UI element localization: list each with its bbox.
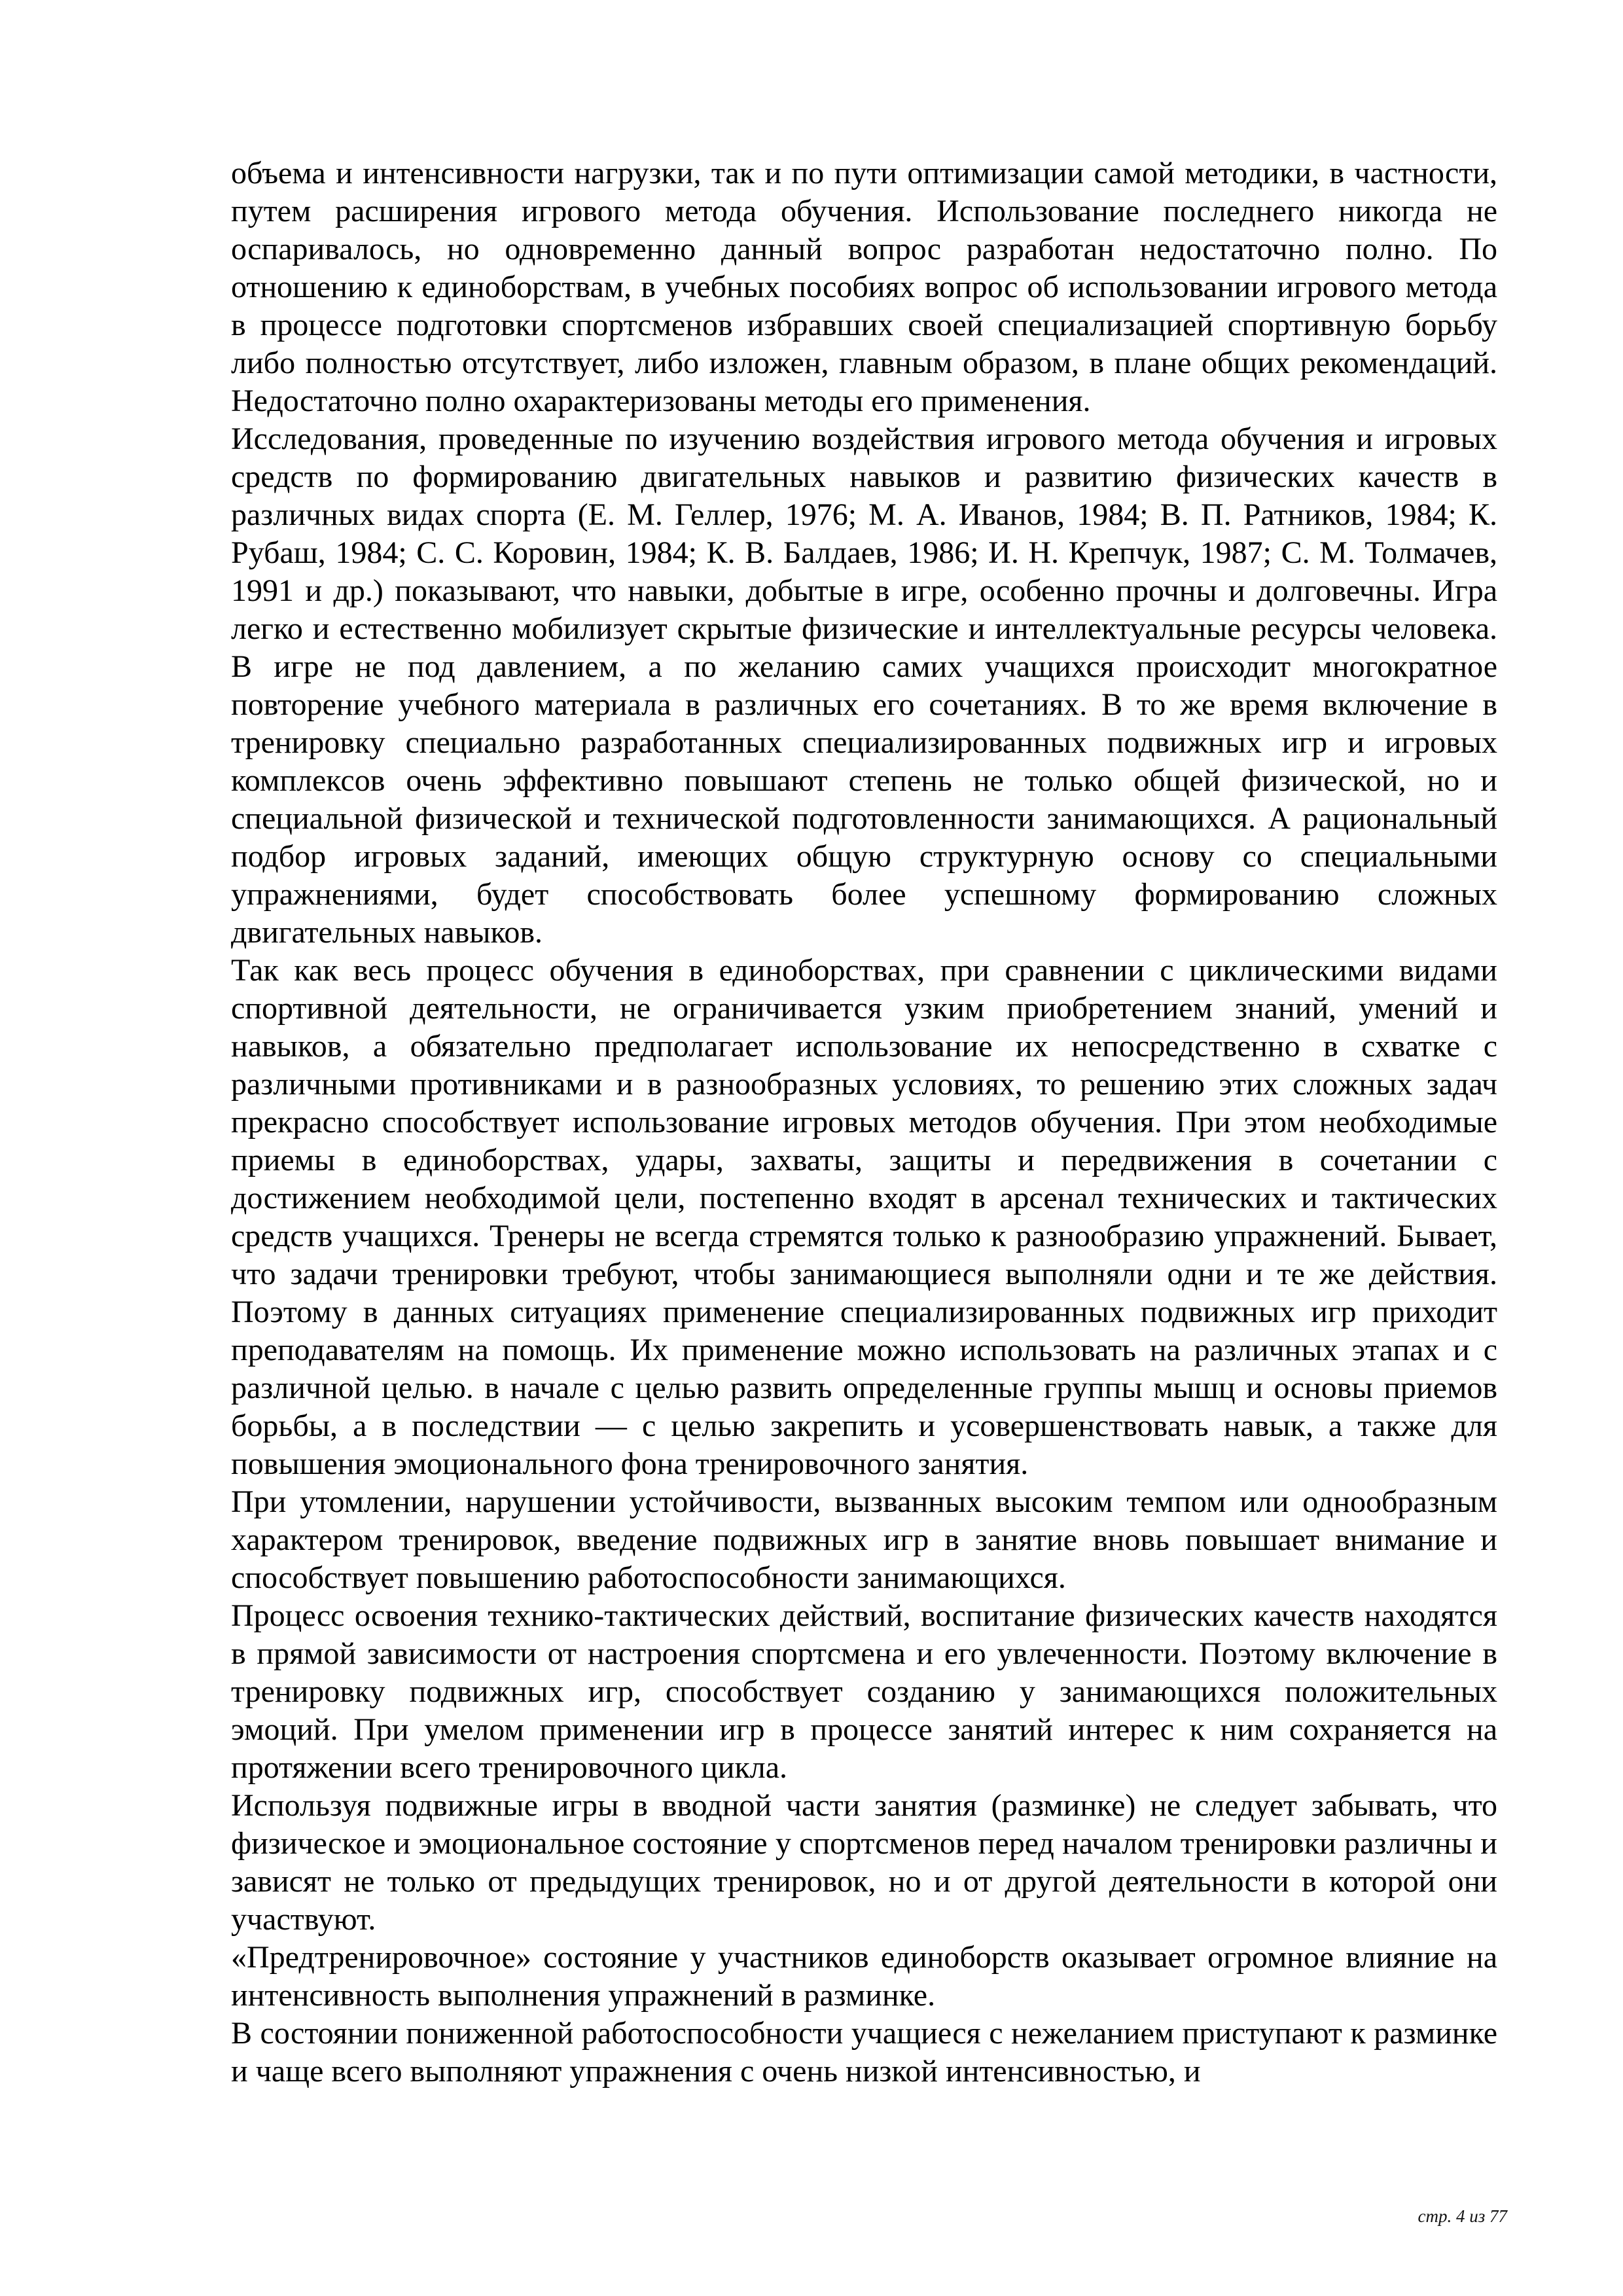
paragraph-2: Исследования, проведенные по изучению воздействия игрового метода обучения и игровых средств по формированию двигательных навыков и развитию физических качеств в различных видах спорта (Е. М. Геллер, 1976; М. А. Иванов, 1984; В. П. Ратников, 1984; К. Рубаш, 1984; С. С. Коровин, 1984; К. В. Балдаев, 1986; И. Н. Крепчук, 1987; С. М. Толмачев, 1991 и др.) показывают, что навыки, добытые в игре, особенно прочны и долговечны. Игра легко и естественно мобилизует скрытые физические и интеллектуальные ресурсы человека. В игре не под давлением, а по желанию самих учащихся происходит многократное повторение учебного материала в различных его сочетаниях. В то же время включение в тренировку специально разработанных специализированных подвижных игр и игровых комплексов очень эффективно повышают степень не только общей физической, но и специальной физической и технической подготовленности занимающихся. А рациональный подбор игровых заданий, имеющих общую структурную основу со специальными упражнениями, будет способствовать более успешному формированию сложных двигательных навыков. [231, 422, 1497, 950]
paragraph-1: объема и интенсивности нагрузки, так и по пути оптимизации самой методики, в частности, путем расширения игрового метода обучения. Использование последнего никогда не оспаривалось, но одновременно данный вопрос разработан недостаточно полно. По отношению к единоборствам, в учебных пособиях вопрос об использовании игрового метода в процессе подготовки спортсменов избравших своей специализацией спортивную борьбу либо полностью отсутствует, либо изложен, главным образом, в плане общих рекомендаций. Недостаточно полно охарактеризованы методы его применения. [231, 156, 1497, 418]
page-number: стр. 4 из 77 [1418, 2206, 1507, 2226]
paragraph-4: При утомлении, нарушении устойчивости, вызванных высоким темпом или однообразным характером тренировок, введение подвижных игр в занятие вновь повышает внимание и способствует повышению работоспособности занимающихся. [231, 1484, 1497, 1595]
paragraph-3: Так как весь процесс обучения в единоборствах, при сравнении с циклическими видами спортивной деятельности, не ограничивается узким приобретением знаний, умений и навыков, а обязательно предполагает использование их непосредственно в схватке с различными противниками и в разнообразных условиях, то решению этих сложных задач прекрасно способствует использование игровых методов обучения. При этом необходимые приемы в единоборствах, удары, захваты, защиты и передвижения в сочетании с достижением необходимой цели, постепенно входят в арсенал технических и тактических средств учащихся. Тренеры не всегда стремятся только к разнообразию упражнений. Бывает, что задачи тренировки требуют, чтобы занимающиеся выполняли одни и те же действия. Поэтому в данных ситуациях применение специализированных подвижных игр приходит преподавателям на помощь. Их применение можно использовать на различных этапах и с различной целью. в начале с целью развить определенные группы мышц и основы приемов борьбы, а в последствии — с целью закрепить и усовершенствовать навык, а также для повышения эмоционального фона тренировочного занятия. [231, 953, 1497, 1481]
paragraph-7: «Предтренировочное» состояние у участников единоборств оказывает огромное влияние на интенсивность выполнения упражнений в разминке. [231, 1940, 1497, 2013]
paragraph-5: Процесс освоения технико-тактических действий, воспитание физических качеств находятся в прямой зависимости от настроения спортсмена и его увлеченности. Поэтому включение в тренировку подвижных игр, способствует созданию у занимающихся положительных эмоций. При умелом применении игр в процессе занятий интерес к ним сохраняется на протяжении всего тренировочного цикла. [231, 1598, 1497, 1785]
paragraph-6: Используя подвижные игры в вводной части занятия (разминке) не следует забывать, что физическое и эмоциональное состояние у спортсменов перед началом тренировки различны и зависят не только от предыдущих тренировок, но и от другой деятельности в которой они участвуют. [231, 1788, 1497, 1937]
page-body [231, 154, 1497, 2090]
paragraph-8: В состоянии пониженной работоспособности учащиеся с нежеланием приступают к разминке и чаще всего выполняют упражнения с очень низкой интенсивностью, и [231, 2016, 1497, 2089]
